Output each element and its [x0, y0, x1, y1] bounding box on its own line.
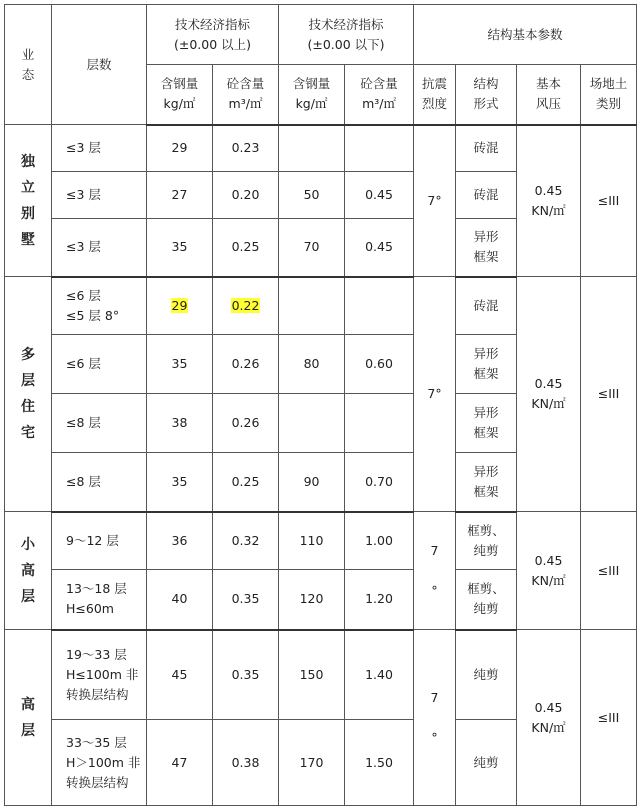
structure-cell: 砖混 [456, 277, 517, 335]
steel-above-cell: 40 [147, 570, 213, 630]
header-above-ground: 技术经济指标 (±0.00 以上) [147, 5, 279, 65]
header-wind: 基本 风压 [517, 65, 581, 125]
floors-cell: ≤3 层 [52, 219, 147, 277]
structure-cell: 砖混 [456, 125, 517, 172]
structure-cell: 异形 框架 [456, 453, 517, 512]
steel-below-cell: 110 [279, 512, 345, 570]
category-villa: 独 立 别 墅 [5, 125, 52, 277]
highlight-mark: 29 [171, 297, 188, 313]
concrete-above-cell: 0.25 [213, 453, 279, 512]
concrete-below-cell: 1.00 [345, 512, 414, 570]
concrete-below-cell: 1.40 [345, 630, 414, 720]
steel-above-cell: 27 [147, 172, 213, 219]
floors-cell: 19～33 层 H≤100m 非 转换层结构 [52, 630, 147, 720]
floors-cell: 33～35 层 H＞100m 非 转换层结构 [52, 720, 147, 806]
steel-below-cell: 150 [279, 630, 345, 720]
steel-above-cell: 36 [147, 512, 213, 570]
header-below-ground: 技术经济指标 (±0.00 以下) [279, 5, 414, 65]
concrete-below-cell [345, 277, 414, 335]
header-floors: 层数 [52, 5, 147, 125]
seismic-cell: 7 ° [414, 512, 456, 630]
concrete-below-cell: 0.60 [345, 335, 414, 394]
wind-cell: 0.45 KN/㎡ [517, 630, 581, 806]
floors-cell: ≤6 层 [52, 335, 147, 394]
structure-cell: 框剪、 纯剪 [456, 570, 517, 630]
concrete-below-cell: 0.45 [345, 219, 414, 277]
category-multistorey: 多 层 住 宅 [5, 277, 52, 512]
steel-above-cell: 47 [147, 720, 213, 806]
structure-cell: 异形 框架 [456, 394, 517, 453]
steel-below-cell: 70 [279, 219, 345, 277]
category-small-highrise: 小 高 层 [5, 512, 52, 630]
steel-above-cell: 45 [147, 630, 213, 720]
seismic-cell: 7° [414, 125, 456, 277]
concrete-above-cell: 0.26 [213, 335, 279, 394]
concrete-above-cell: 0.32 [213, 512, 279, 570]
steel-above-cell: 35 [147, 335, 213, 394]
steel-above-cell: 35 [147, 219, 213, 277]
floors-cell: ≤8 层 [52, 394, 147, 453]
header-type: 业 态 [5, 5, 52, 125]
header-structure: 结构 形式 [456, 65, 517, 125]
concrete-below-cell: 1.20 [345, 570, 414, 630]
concrete-above-cell: 0.26 [213, 394, 279, 453]
concrete-below-cell: 0.45 [345, 172, 414, 219]
concrete-above-cell: 0.35 [213, 570, 279, 630]
site-cell: ≤III [581, 630, 637, 806]
steel-above-cell: 38 [147, 394, 213, 453]
wind-cell: 0.45 KN/㎡ [517, 277, 581, 512]
concrete-above-cell: 0.38 [213, 720, 279, 806]
floors-cell: ≤8 层 [52, 453, 147, 512]
concrete-above-cell: 0.25 [213, 219, 279, 277]
concrete-above-cell: 0.20 [213, 172, 279, 219]
tech-economic-table [4, 4, 637, 806]
steel-above-cell [147, 277, 213, 335]
steel-below-cell [279, 125, 345, 172]
steel-above-cell: 35 [147, 453, 213, 512]
floors-cell: 9～12 层 [52, 512, 147, 570]
structure-cell: 异形 框架 [456, 335, 517, 394]
concrete-below-cell: 0.70 [345, 453, 414, 512]
steel-below-cell [279, 277, 345, 335]
steel-below-cell: 90 [279, 453, 345, 512]
steel-below-cell: 80 [279, 335, 345, 394]
concrete-below-cell: 1.50 [345, 720, 414, 806]
steel-below-cell: 170 [279, 720, 345, 806]
header-steel-above: 含钢量 kg/㎡ [147, 65, 213, 125]
seismic-cell: 7 ° [414, 630, 456, 806]
floors-cell: ≤3 层 [52, 172, 147, 219]
seismic-cell: 7° [414, 277, 456, 512]
steel-below-cell: 50 [279, 172, 345, 219]
concrete-below-cell [345, 125, 414, 172]
header-concrete-below: 砼含量 m³/㎡ [345, 65, 414, 125]
header-structure-params: 结构基本参数 [414, 5, 637, 65]
header-seismic: 抗震 烈度 [414, 65, 456, 125]
structure-cell: 框剪、 纯剪 [456, 512, 517, 570]
wind-cell: 0.45 KN/㎡ [517, 512, 581, 630]
structure-cell: 异形 框架 [456, 219, 517, 277]
structure-cell: 纯剪 [456, 630, 517, 720]
floors-cell: ≤6 层 ≤5 层 8° [52, 277, 147, 335]
steel-above-cell: 29 [147, 125, 213, 172]
header-site: 场地土 类别 [581, 65, 637, 125]
category-highrise: 高 层 [5, 630, 52, 806]
site-cell: ≤III [581, 277, 637, 512]
wind-cell: 0.45 KN/㎡ [517, 125, 581, 277]
concrete-above-cell [213, 277, 279, 335]
floors-cell: ≤3 层 [52, 125, 147, 172]
floors-cell: 13～18 层 H≤60m [52, 570, 147, 630]
structure-cell: 砖混 [456, 172, 517, 219]
site-cell: ≤III [581, 125, 637, 277]
concrete-above-cell: 0.23 [213, 125, 279, 172]
header-steel-below: 含钢量 kg/㎡ [279, 65, 345, 125]
steel-below-cell [279, 394, 345, 453]
concrete-below-cell [345, 394, 414, 453]
steel-below-cell: 120 [279, 570, 345, 630]
concrete-above-cell: 0.35 [213, 630, 279, 720]
highlight-mark: 0.22 [231, 297, 260, 313]
header-concrete-above: 砼含量 m³/㎡ [213, 65, 279, 125]
structure-cell: 纯剪 [456, 720, 517, 806]
site-cell: ≤III [581, 512, 637, 630]
